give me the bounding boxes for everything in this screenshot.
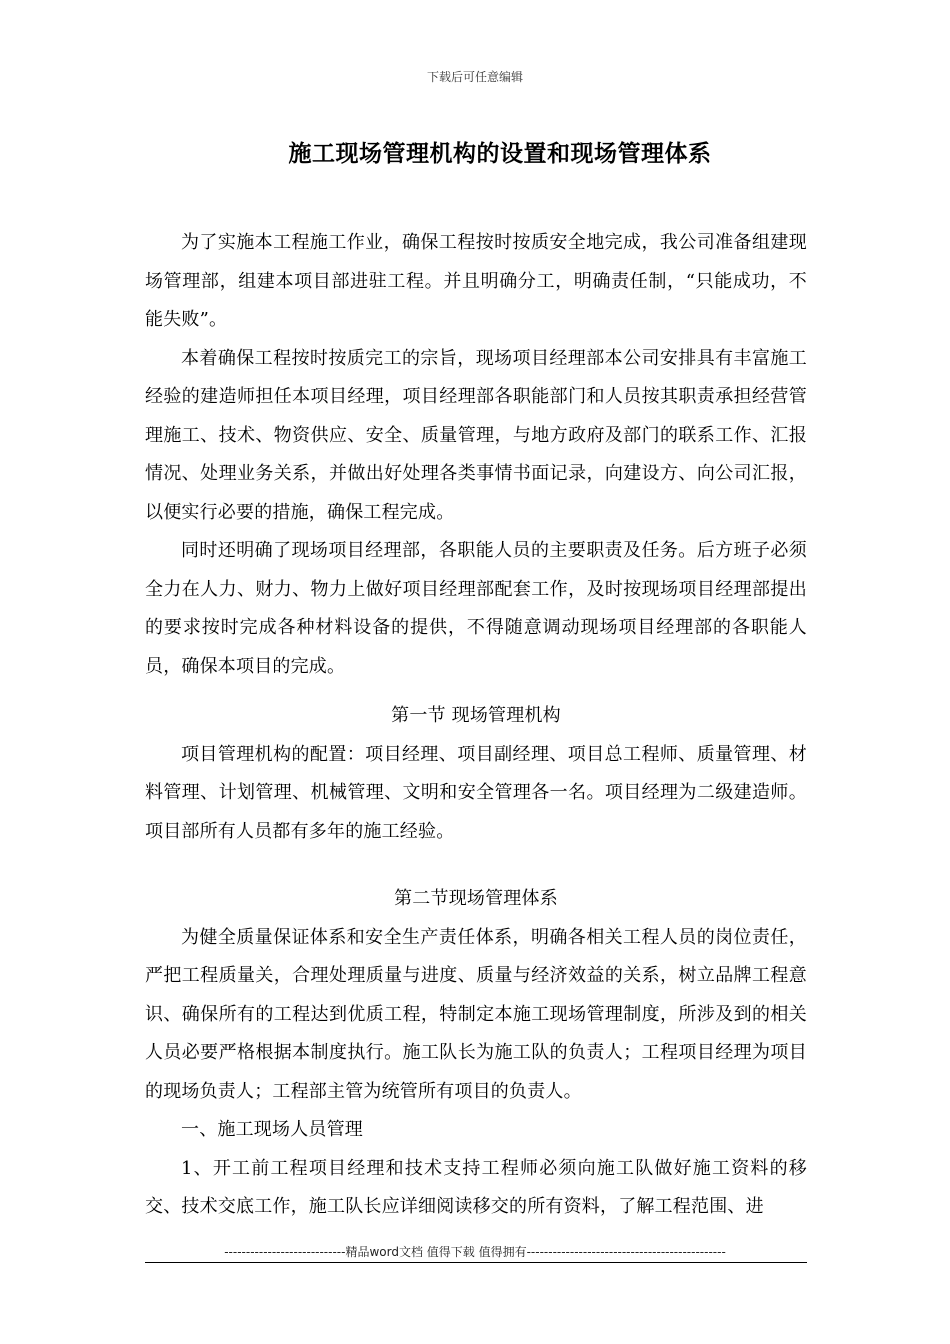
header-note: 下载后可任意编辑 xyxy=(426,70,523,84)
footer-note: ----------------------------精品word文档 值得下载 值得拥有---------------------------------------------- xyxy=(224,1245,726,1259)
section-2-subheading: 一、施工现场人员管理 xyxy=(181,1119,363,1140)
document-title: 施工现场管理机构的设置和现场管理体系 xyxy=(288,140,712,167)
section-1 xyxy=(145,697,807,851)
intro-block xyxy=(145,224,807,686)
section-2-paragraph: 为健全质量保证体系和安全生产责任体系，明确各相关工程人员的岗位责任，严把工程质量关，合理处理质量与进度、质量与经济效益的关系，树立品牌工程意识、确保所有的工程达到优质工程，特制定本施工现场管理制度，所涉及到的相关人员必要严格根据本制度执行。施工队长为施工队的负责人；工程项目经理为项目的现场负责人；工程部主管为统管所有项目的负责人。 xyxy=(145,926,807,1102)
section-2-item-1: 1、开工前工程项目经理和技术支持工程师必须向施工队做好施工资料的移交、技术交底工作，施工队长应详细阅读移交的所有资料，了解工程范围、进 xyxy=(145,1157,807,1217)
intro-paragraph-2: 本着确保工程按时按质完工的宗旨，现场项目经理部本公司安排具有丰富施工经验的建造师担任本项目经理，项目经理部各职能部门和人员按其职责承担经营管理施工、技术、物资供应、安全、质量管理，与地方政府及部门的联系工作、汇报情况、处理业务关系，并做出好处理各类事情书面记录，向建设方、向公司汇报，以便实行必要的措施，确保工程完成。 xyxy=(145,347,807,523)
section-2-heading: 第二节现场管理体系 xyxy=(394,888,558,909)
section-2 xyxy=(145,880,807,1227)
section-1-heading: 第一节 现场管理机构 xyxy=(391,705,561,726)
section-1-paragraph: 项目管理机构的配置：项目经理、项目副经理、项目总工程师、质量管理、材料管理、计划管理、机械管理、文明和安全管理各一名。项目经理为二级建造师。项目部所有人员都有多年的施工经验。 xyxy=(145,743,807,842)
intro-paragraph-1: 为了实施本工程施工作业，确保工程按时按质安全地完成，我公司准备组建现场管理部，组建本项目部进驻工程。并且明确分工，明确责任制，“只能成功，不能失败”。 xyxy=(145,232,807,330)
intro-paragraph-3: 同时还明确了现场项目经理部，各职能人员的主要职责及任务。后方班子必须全力在人力、财力、物力上做好项目经理部配套工作，及时按现场项目经理部提出的要求按时完成各种材料设备的提供，不得随意调动现场项目经理部的各职能人员，确保本项目的完成。 xyxy=(145,540,807,677)
footer-divider xyxy=(145,1262,807,1263)
